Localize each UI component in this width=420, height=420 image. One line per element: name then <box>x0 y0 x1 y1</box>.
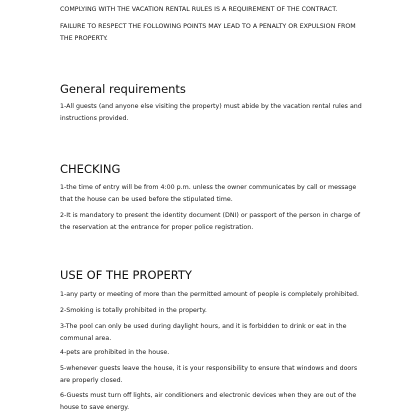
general-rule-1 <box>60 101 370 125</box>
use-rule-3 <box>60 321 370 345</box>
text-line: instructions provided. <box>60 115 129 122</box>
use-rule-4 <box>60 347 370 359</box>
text-line: COMPLYING WITH THE VACATION RENTAL RULES IS A REQUIREMENT OF THE CONTRACT. <box>60 6 338 13</box>
text-line: house to save energy. <box>60 404 130 411</box>
checking-rule-2 <box>60 210 370 234</box>
section-heading-use: USE OF THE PROPERTY <box>60 268 192 282</box>
text-line: 1-All guests (and anyone else visiting the property) must abide by the vacation rental rules and <box>60 103 362 110</box>
text-line: are properly closed. <box>60 377 123 384</box>
text-line: FAILURE TO RESPECT THE FOLLOWING POINTS MAY LEAD TO A PENALTY OR EXPULSION FROM <box>60 23 356 30</box>
text-line: 2-Smoking is totally prohibited in the property. <box>60 307 207 314</box>
text-line: 1-any party or meeting of more than the permitted amount of people is completely prohibited. <box>60 291 359 298</box>
text-line: that the house can be used before the stipulated time. <box>60 196 233 203</box>
text-line: communal area. <box>60 335 112 342</box>
text-line: 6-Guests must turn off lights, air conditioners and electronic devices when they are out of the <box>60 392 357 399</box>
checking-rule-1 <box>60 182 370 206</box>
intro-requirement <box>60 4 370 16</box>
use-rule-1 <box>60 289 370 301</box>
intro-warning <box>60 21 370 45</box>
text-line: THE PROPERTY. <box>60 35 108 42</box>
section-heading-checking: CHECKING <box>60 162 121 176</box>
use-rule-6 <box>60 390 370 414</box>
section-heading-general: General requirements <box>60 82 186 96</box>
text-line: 5-whenever guests leave the house, it is your responsibility to ensure that windows and doors <box>60 365 358 372</box>
text-line: 1-the time of entry will be from 4:00 p.m. unless the owner communicates by call or message <box>60 184 357 191</box>
text-line: 4-pets are prohibited in the house. <box>60 349 170 356</box>
use-rule-5 <box>60 363 370 387</box>
text-line: 3-The pool can only be used during daylight hours, and it is forbidden to drink or eat in the <box>60 323 347 330</box>
text-line: 2-It is mandatory to present the identity document (DNI) or passport of the person in charge of <box>60 212 361 219</box>
text-line: the reservation at the entrance for proper police registration. <box>60 224 254 231</box>
use-rule-2 <box>60 305 370 317</box>
